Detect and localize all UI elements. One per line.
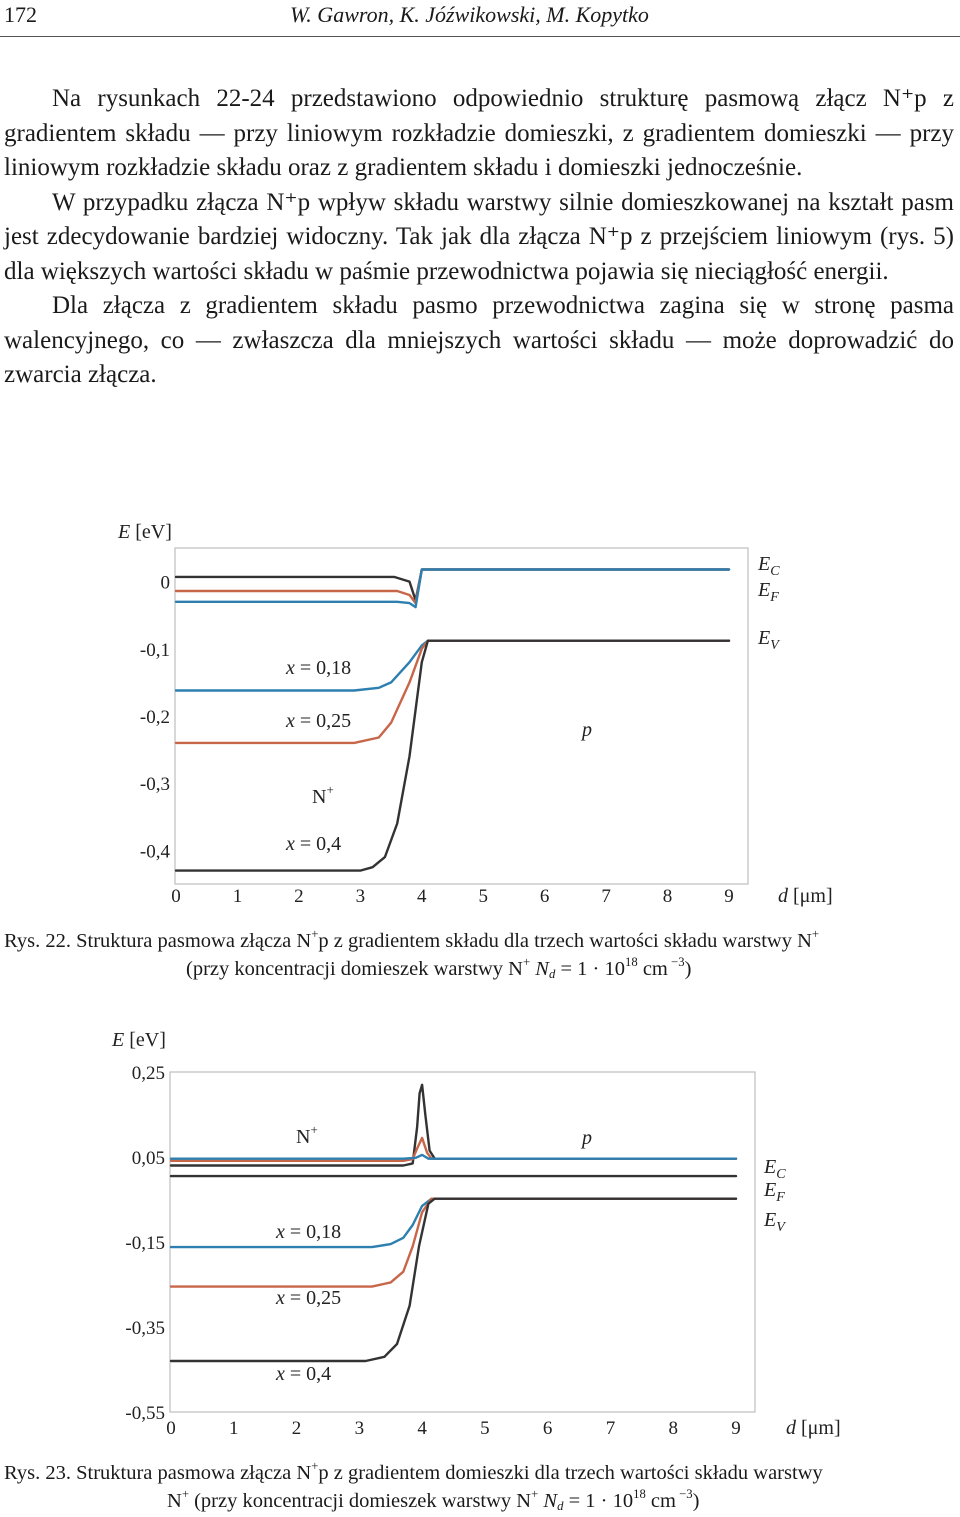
y-tick-label: 0,05 — [131, 1148, 165, 1169]
x-tick-label: 2 — [294, 886, 304, 907]
x-tick-labels — [171, 886, 734, 907]
y-tick-label: -0,35 — [125, 1318, 165, 1339]
x-tick-label: 7 — [601, 886, 611, 907]
band-label-ec: $E_C$ — [758, 553, 780, 579]
x-tick-label: 1 — [232, 886, 243, 907]
band-curve-blue — [171, 1155, 736, 1159]
band-curve-blue — [176, 570, 729, 608]
x-tick-label: 9 — [724, 886, 734, 907]
annotation-x025: x = 0,25 — [286, 710, 352, 732]
caption-label: Rys. 23. — [4, 1462, 71, 1484]
figure-23-chart — [0, 1020, 960, 1445]
x-tick-label: 7 — [605, 1418, 616, 1439]
plot-frame — [175, 548, 748, 884]
x-tick-labels — [166, 1418, 741, 1439]
x-tick-label: 2 — [291, 1418, 302, 1439]
y-tick-label: -0,2 — [139, 707, 170, 728]
band-curve-blue — [176, 641, 729, 691]
y-tick-label: -0,3 — [139, 774, 170, 796]
x-tick-label: 5 — [478, 886, 488, 907]
page-number: 172 — [4, 2, 37, 27]
x-axis-label: d [μm] — [778, 885, 833, 907]
caption-line-1: Struktura pasmowa złącza N+p z gradientem składu dla trzech wartości składu warstwy N+ — [76, 927, 820, 952]
annotation-x025: x = 0,25 — [276, 1287, 342, 1309]
annotation-nplus: N+ — [296, 1122, 318, 1148]
page-header — [0, 0, 960, 37]
annotation-p: p — [582, 1127, 592, 1149]
x-tick-label: 0 — [171, 886, 181, 907]
band-curves — [176, 570, 729, 871]
band-curve-orange — [171, 1138, 736, 1161]
paragraph-2: W przypadku złącza N⁺p wpływ składu warstwy silnie domieszkowanej na kształt pasm jest zdecydowanie bardziej widoczny. Tak jak dla złącza N⁺p z przejściem liniowym (rys. 5) dla większych wartości składu w paśmie przewodnictwa pojawia się nieciągłość energii. — [4, 188, 954, 285]
annotation-x04: x = 0,4 — [276, 1363, 332, 1385]
y-tick-labels — [140, 573, 171, 863]
running-head: W. Gawron, K. Jóźwikowski, M. Kopytko — [290, 2, 649, 27]
paragraph-3: Dla złącza z gradientem składu pasmo przewodnictwa zagina się w stronę pasma walencyjnego, co — zwłaszcza dla mniejszych wartości składu — może doprowadzić do zwarcia złącza. — [4, 292, 954, 388]
body-text — [4, 82, 954, 393]
y-tick-labels — [125, 1063, 165, 1424]
x-tick-label: 5 — [480, 1418, 490, 1439]
band-curves — [171, 1085, 736, 1361]
annotation-nplus: N+ — [312, 782, 334, 808]
x-tick-label: 8 — [662, 886, 673, 907]
y-tick-label: 0,25 — [131, 1063, 165, 1084]
band-curve-blue — [171, 1199, 736, 1247]
band-labels — [763, 1156, 786, 1235]
y-axis-label: E [eV] — [118, 521, 172, 543]
band-labels — [757, 553, 780, 653]
figure-23-caption — [4, 1459, 956, 1515]
annotations — [285, 657, 592, 855]
caption-line-2: N+ (przy koncentracji domieszek warstwy N+ $N_d = 1 \cdot 10^{18}$ cm $^{-3}$) — [167, 1487, 700, 1514]
y-tick-label: -0,15 — [125, 1233, 165, 1254]
x-tick-label: 3 — [355, 886, 366, 907]
x-tick-label: 6 — [539, 886, 550, 907]
x-tick-label: 9 — [731, 1418, 741, 1439]
band-label-ef: $E_F$ — [764, 1179, 785, 1205]
band-label-ef: $E_F$ — [758, 579, 779, 605]
y-tick-label: -0,1 — [139, 639, 170, 661]
x-tick-label: 4 — [417, 886, 427, 907]
annotation-x018: x = 0,18 — [286, 657, 352, 679]
band-curve-dark — [171, 1199, 736, 1361]
band-curve-orange — [176, 570, 729, 604]
x-tick-label: 0 — [166, 1418, 176, 1439]
caption-line-2: (przy koncentracji domieszek warstwy N+ $N_d = 1 \cdot 10^{18}$ cm $^{-3}$) — [186, 955, 692, 982]
x-axis-label: d [μm] — [786, 1417, 841, 1439]
figure-22-chart — [0, 510, 960, 915]
band-curve-orange — [176, 641, 729, 743]
band-curve-dark — [176, 641, 729, 871]
x-tick-label: 1 — [229, 1418, 239, 1439]
caption-line-1: Struktura pasmowa złącza N+p z gradientem domieszki dla trzech wartości składu warstwy — [76, 1459, 823, 1484]
y-axis-label: E [eV] — [112, 1029, 166, 1051]
y-tick-label: 0 — [160, 572, 170, 594]
y-tick-label: -0,4 — [139, 841, 170, 863]
band-label-ev: $E_V$ — [758, 627, 779, 653]
paragraph-1: Na rysunkach 22-24 przedstawiono odpowiednio strukturę pasmową złącz N⁺p z gradientem składu — przy liniowym rozkładzie domieszki, z gradientem domieszki — przy liniowym rozkładzie składu oraz z gradientem składu i domieszki jednocześnie. — [4, 85, 954, 181]
x-tick-label: 4 — [417, 1418, 427, 1439]
band-label-ec: $E_C$ — [764, 1156, 786, 1182]
x-tick-label: 8 — [668, 1418, 678, 1439]
caption-label: Rys. 22. — [4, 930, 71, 952]
figure-22-caption — [4, 927, 956, 983]
band-curve-dark — [176, 570, 729, 601]
x-tick-label: 3 — [354, 1418, 365, 1439]
annotation-x018: x = 0,18 — [276, 1221, 342, 1243]
band-curve-dark — [171, 1085, 736, 1166]
band-curve-orange — [171, 1199, 736, 1287]
x-tick-label: 6 — [542, 1418, 553, 1439]
band-label-ev: $E_V$ — [764, 1209, 785, 1235]
annotation-x04: x = 0,4 — [286, 833, 342, 855]
annotation-p: p — [582, 719, 592, 741]
y-tick-label: -0,55 — [125, 1403, 165, 1424]
